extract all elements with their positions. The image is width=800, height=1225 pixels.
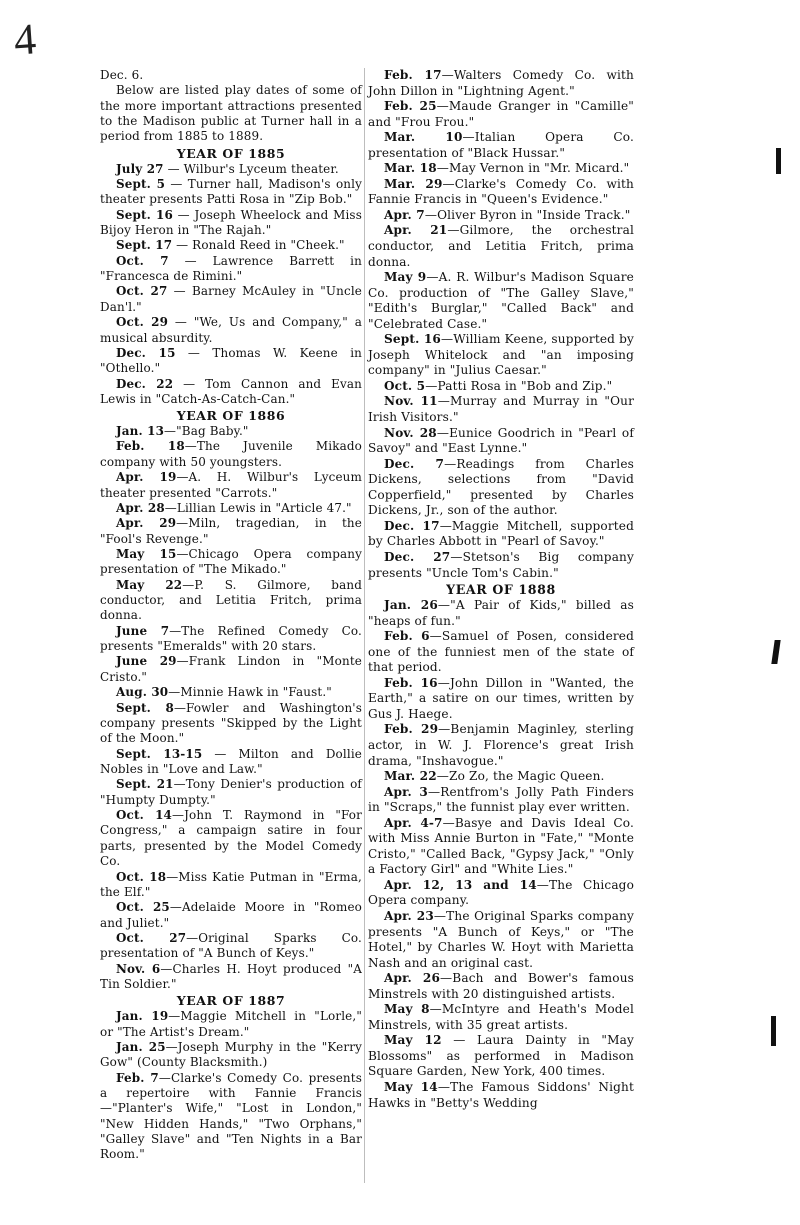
play-description: —Eunice Goodrich in "Pearl of Savoy" and "East Lynne." xyxy=(368,425,634,456)
play-description: —Clarke's Comedy Co. with Fannie Francis in "Queen's Evidence." xyxy=(368,176,634,207)
play-description: —Maggie Mitchell, supported by Charles Abbott in "Pearl of Savoy." xyxy=(368,518,634,549)
play-date: Apr. 29 xyxy=(116,516,177,531)
play-date: Dec. 15 xyxy=(116,345,176,360)
play-entry xyxy=(368,878,634,909)
play-date: May 22 xyxy=(116,577,183,592)
intro-paragraph: Dec. 6. xyxy=(100,68,144,82)
play-entry xyxy=(100,439,362,470)
play-entry xyxy=(368,177,634,208)
play-entry xyxy=(368,394,634,425)
play-date: Aug. 30 xyxy=(116,685,169,700)
play-date: Feb. 18 xyxy=(116,439,185,454)
play-entry xyxy=(368,270,634,332)
play-date: Nov. 6 xyxy=(116,961,161,976)
play-date: Feb. 6 xyxy=(384,629,430,644)
play-date: Feb. 25 xyxy=(384,99,437,114)
play-description: —The Chicago Opera company. xyxy=(368,877,635,908)
play-entry xyxy=(100,870,362,901)
play-entry xyxy=(100,162,362,177)
scan-mark xyxy=(771,1016,776,1046)
intro-paragraph: Below are listed play dates of some of the more important attractions presented to the Madison public at Turner hall in a period from 1885 to 1889. xyxy=(100,83,362,144)
play-date: Feb. 29 xyxy=(384,722,439,737)
play-description: —The Refined Comedy Co. presents "Emeralds" with 20 stars. xyxy=(100,623,362,654)
play-description: —P. S. Gilmore, band conductor, and Letitia Fritch, prima donna. xyxy=(100,577,362,623)
year-heading: YEAR OF 1887 xyxy=(176,993,286,1009)
play-entry xyxy=(100,701,362,747)
play-description: —Stetson's Big company presents "Uncle Tom's Cabin." xyxy=(368,549,634,580)
play-date: Sept. 13-15 xyxy=(116,746,203,761)
play-description: —Minnie Hawk in "Faust." xyxy=(168,685,332,700)
play-description: —Miln, tragedian, in the "Fool's Revenge." xyxy=(100,516,362,546)
play-date: May 14 xyxy=(384,1080,438,1094)
play-description: —Patti Rosa in "Bob and Zip." xyxy=(425,378,613,393)
play-description: — Laura Dainty in "May Blossoms" as performed in Madison Square Garden, New York, 400 times. xyxy=(368,1033,634,1079)
play-date: May 9 xyxy=(384,270,427,285)
play-description: —Fowler and Washington's company presents "Skipped by the Light of the Moon." xyxy=(100,700,362,746)
play-date: Apr. 28 xyxy=(116,500,165,515)
play-description: —The Juvenile Mikado company with 50 youngsters. xyxy=(100,439,362,469)
play-entry xyxy=(368,629,634,676)
play-date: July 27 xyxy=(116,161,164,176)
play-entry xyxy=(368,550,634,581)
play-entry xyxy=(368,1080,634,1111)
play-entry xyxy=(100,808,362,869)
play-date: Apr. 21 xyxy=(384,223,448,238)
play-date: Jan. 25 xyxy=(116,1039,166,1054)
play-description: — Turner hall, Madison's only theater presents Patti Rosa in "Zip Bob." xyxy=(100,176,363,207)
play-date: Oct. 14 xyxy=(116,808,173,823)
play-entry xyxy=(368,68,634,99)
right-column xyxy=(368,68,634,1185)
play-entry xyxy=(100,315,362,346)
play-description: —Rentfrom's Jolly Path Finders in "Scraps," the funnist play ever written. xyxy=(368,784,634,815)
play-date: Mar. 22 xyxy=(384,769,437,784)
play-entry xyxy=(100,747,362,778)
scan-mark xyxy=(771,640,780,664)
play-description: — Joseph Wheelock and Miss Bijoy Heron in "The Rajah." xyxy=(100,207,362,237)
play-entry xyxy=(100,578,362,624)
play-date: May 12 xyxy=(384,1033,442,1048)
play-entry xyxy=(100,900,362,931)
play-description: —Lillian Lewis in "Article 47." xyxy=(164,500,352,515)
play-entry xyxy=(100,777,362,808)
play-date: Apr. 19 xyxy=(116,470,177,485)
play-date: Sept. 16 xyxy=(116,207,173,222)
play-description: —Benjamin Maginley, sterling actor, in W. J. Florence's great Irish drama, "Inshavogue." xyxy=(368,722,634,768)
play-date: Feb. 17 xyxy=(384,68,442,82)
play-description: —Original Sparks Co. presentation of "A Bunch of Keys." xyxy=(100,930,362,961)
scan-mark xyxy=(776,148,781,174)
play-description: — Wilbur's Lyceum theater. xyxy=(163,161,339,176)
play-entry xyxy=(100,470,362,501)
play-description: —Joseph Murphy in the "Kerry Gow" (County Blacksmith.) xyxy=(100,1039,362,1070)
play-entry xyxy=(368,332,634,379)
play-description: —The Famous Siddons' Night Hawks in "Betty's Wedding xyxy=(368,1080,634,1110)
play-entry xyxy=(100,685,362,700)
play-entry xyxy=(368,676,634,723)
play-description: —Frank Lindon in "Monte Cristo." xyxy=(100,654,362,684)
play-description: —Samuel of Posen, considered one of the funniest men of the state of that period. xyxy=(368,629,635,675)
play-date: Nov. 11 xyxy=(384,394,438,409)
play-description: —Oliver Byron in "Inside Track." xyxy=(424,207,631,222)
play-entry xyxy=(368,598,634,629)
play-entry xyxy=(368,457,634,519)
left-column xyxy=(100,68,362,1185)
play-date: Oct. 18 xyxy=(116,869,167,884)
play-entry xyxy=(100,654,362,685)
play-date: Apr. 12, 13 and 14 xyxy=(384,877,537,892)
play-description: —Miss Katie Putman in "Erma, the Elf." xyxy=(100,869,362,899)
play-date: Sept. 5 xyxy=(116,176,166,191)
page-number: 4 xyxy=(12,14,38,65)
play-date: Feb. 16 xyxy=(384,675,438,690)
play-entry xyxy=(368,99,634,130)
play-entry xyxy=(100,624,362,655)
play-date: Sept. 21 xyxy=(116,777,174,792)
play-date: Mar. 18 xyxy=(384,161,437,176)
play-entry xyxy=(100,501,362,516)
year-heading: YEAR OF 1886 xyxy=(176,408,286,424)
year-heading: YEAR OF 1888 xyxy=(446,582,556,598)
play-entry xyxy=(368,519,634,550)
play-date: Apr. 4-7 xyxy=(384,815,443,830)
play-entry xyxy=(100,1071,362,1163)
play-entry xyxy=(100,177,362,208)
play-date: Apr. 7 xyxy=(384,207,425,222)
play-date: Oct. 7 xyxy=(116,253,169,268)
play-description: —Maggie Mitchell in "Lorle," or "The Artist's Dream." xyxy=(100,1009,362,1039)
year-heading: YEAR OF 1885 xyxy=(176,145,286,161)
play-description: —Bach and Bower's famous Minstrels with 20 distinguished artists. xyxy=(368,971,635,1001)
play-entry xyxy=(368,769,634,785)
play-description: — Lawrence Barrett in "Francesca de Rimini." xyxy=(100,253,362,284)
play-description: —Tony Denier's production of "Humpty Dumpty." xyxy=(100,777,362,807)
play-description: —McIntyre and Heath's Model Minstrels, with 35 great artists. xyxy=(368,1002,634,1032)
play-description: —Maude Granger in "Camille" and "Frou Frou." xyxy=(368,99,634,129)
play-entry xyxy=(368,1033,634,1080)
play-date: Nov. 28 xyxy=(384,425,437,440)
play-entry xyxy=(368,1002,634,1033)
play-date: Jan. 13 xyxy=(116,424,165,439)
play-description: —Adelaide Moore in "Romeo and Juliet." xyxy=(100,900,362,930)
play-entry xyxy=(368,223,634,270)
play-entry xyxy=(368,816,634,878)
play-entry xyxy=(368,208,634,224)
play-entry xyxy=(368,909,634,971)
play-entry xyxy=(368,971,634,1002)
play-date: June 29 xyxy=(116,654,177,669)
play-description: —Readings from Charles Dickens, selections from "David Copperfield," presented by Charles Dickens, Jr., son of the author. xyxy=(368,456,634,518)
play-date: Dec. 27 xyxy=(384,549,451,564)
play-entry xyxy=(100,238,362,253)
play-date: June 7 xyxy=(116,623,170,638)
play-entry xyxy=(368,722,634,769)
play-date: Oct. 25 xyxy=(116,900,170,915)
play-description: — Milton and Dollie Nobles in "Love and Law." xyxy=(100,746,363,776)
play-entry xyxy=(368,161,634,177)
play-description: — Thomas W. Keene in "Othello." xyxy=(100,345,362,376)
play-entry xyxy=(100,516,362,547)
column-divider xyxy=(364,68,365,1183)
play-date: Apr. 3 xyxy=(384,784,428,799)
play-entry xyxy=(100,346,362,377)
play-entry xyxy=(100,962,362,993)
play-description: —John T. Raymond in "For Congress," a campaign satire in four parts, presented by the Model Comedy Co. xyxy=(100,808,362,869)
play-entry xyxy=(368,379,634,395)
play-description: —Basye and Davis Ideal Co. with Miss Annie Burton in "Fate," "Monte Cristo," "Called Back, "Gypsy Jack," "Only a Factory Girl" and "White Lies." xyxy=(368,815,635,877)
play-date: Apr. 23 xyxy=(384,908,434,923)
play-entry xyxy=(100,931,362,962)
play-entry xyxy=(100,1040,362,1071)
play-description: — Ronald Reed in "Cheek." xyxy=(172,238,345,253)
play-description: — Tom Cannon and Evan Lewis in "Catch-As-Catch-Can." xyxy=(100,376,362,406)
play-date: Oct. 29 xyxy=(116,315,169,330)
play-entry xyxy=(100,547,362,578)
play-entry xyxy=(100,1009,362,1040)
play-date: Feb. 7 xyxy=(116,1070,159,1085)
play-description: — "We, Us and Company," a musical absurdity. xyxy=(100,315,363,345)
play-description: —Chicago Opera company presentation of "The Mikado." xyxy=(100,546,362,577)
play-date: Mar. 10 xyxy=(384,130,463,145)
play-description: —Zo Zo, the Magic Queen. xyxy=(436,769,605,784)
play-entry xyxy=(100,254,362,285)
play-description: —"Bag Baby." xyxy=(164,424,249,439)
play-date: Dec. 7 xyxy=(384,456,445,471)
play-entry xyxy=(100,284,362,315)
play-entry xyxy=(368,785,634,816)
play-entry xyxy=(100,208,362,239)
play-date: Jan. 19 xyxy=(116,1009,169,1024)
play-description: — Barney McAuley in "Uncle Dan'l." xyxy=(100,284,363,314)
play-date: Oct. 5 xyxy=(384,378,426,393)
play-entry xyxy=(368,426,634,457)
play-date: Jan. 26 xyxy=(384,598,438,613)
play-description: —William Keene, supported by Joseph Whitelock and "an imposing company" in "Julius Caesar." xyxy=(368,332,634,378)
play-description: —Murray and Murray in "Our Irish Visitors." xyxy=(368,394,635,425)
play-date: Oct. 27 xyxy=(116,284,168,299)
play-description: —Walters Comedy Co. with John Dillon in "Lightning Agent." xyxy=(368,68,634,98)
play-entry xyxy=(368,130,634,161)
play-date: Sept. 17 xyxy=(116,238,173,253)
play-description: —Charles H. Hoyt produced "A Tin Soldier." xyxy=(100,961,362,992)
play-description: —John Dillon in "Wanted, the Earth," a satire on our times, written by Gus J. Haege. xyxy=(368,675,634,721)
play-description: —Gilmore, the orchestral conductor, and Letitia Fritch, prima donna. xyxy=(368,223,634,269)
play-date: Sept. 8 xyxy=(116,700,174,715)
play-date: Sept. 16 xyxy=(384,332,441,347)
play-entry xyxy=(100,424,362,439)
play-description: —"A Pair of Kids," billed as "heaps of fun." xyxy=(368,598,634,628)
play-description: —Clarke's Comedy Co. presents a repertoire with Fannie Francis—"Planter's Wife," "Lost in London," "New Hidden Hands," "Two Orphans," "Galley Slave" and "Ten Nights in a Bar Room." xyxy=(100,1070,362,1162)
play-date: Dec. 17 xyxy=(384,518,440,533)
play-date: May 15 xyxy=(116,546,177,561)
play-description: —The Original Sparks company presents "A Bunch of Keys," or "The Hotel," by Charles W. Hoyt with Marietta Nash and an original cast. xyxy=(368,908,634,970)
play-description: —May Vernon in "Mr. Micard." xyxy=(436,161,630,176)
play-date: Oct. 27 xyxy=(116,930,187,945)
play-entry xyxy=(100,377,362,408)
play-description: —Italian Opera Co. presentation of "Black Hussar." xyxy=(368,130,634,160)
play-date: Mar. 29 xyxy=(384,176,443,191)
play-description: —A. H. Wilbur's Lyceum theater presented "Carrots." xyxy=(100,470,362,500)
play-date: May 8 xyxy=(384,1002,430,1017)
play-description: —A. R. Wilbur's Madison Square Co. production of "The Galley Slave," "Edith's Burglar," "Called Back" and "Celebrated Case." xyxy=(368,270,634,331)
play-date: Dec. 22 xyxy=(116,376,174,391)
play-date: Apr. 26 xyxy=(384,971,441,986)
